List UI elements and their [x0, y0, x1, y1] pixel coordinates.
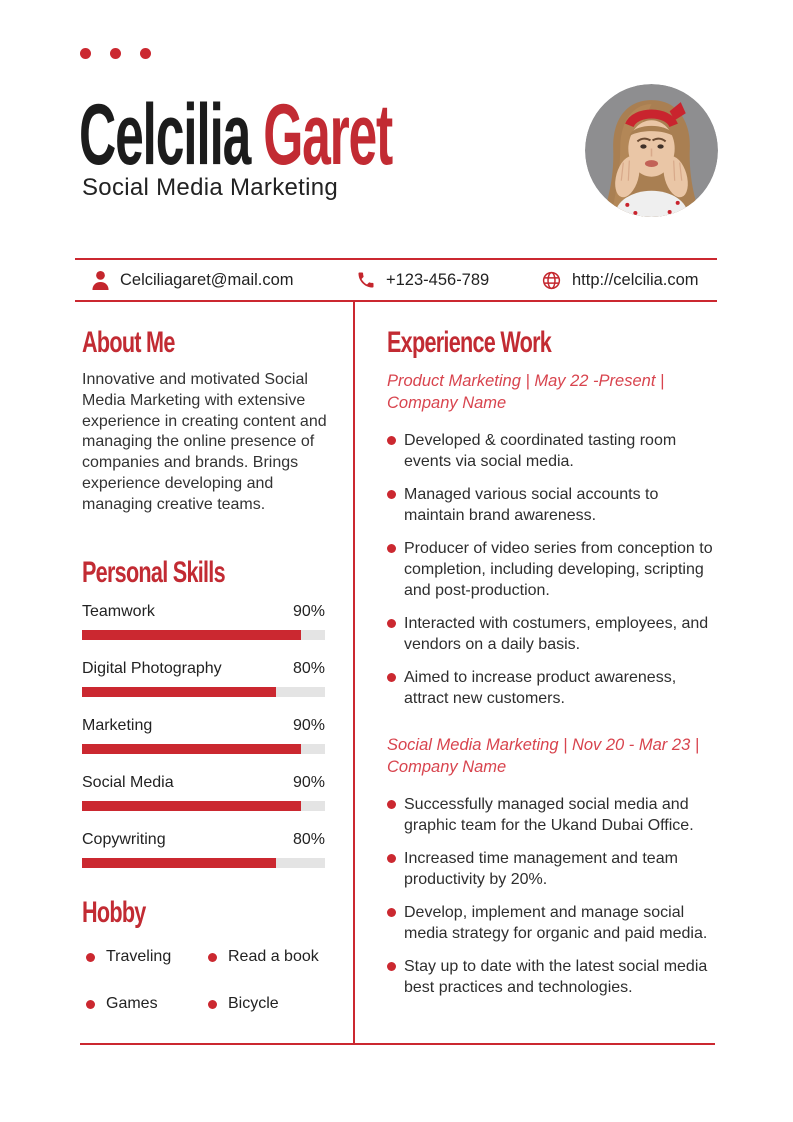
red-dot-icon [110, 48, 121, 59]
job-bullet [387, 794, 723, 836]
skills-list [82, 602, 325, 887]
job-bullet-text: Interacted with costumers, employees, and vendors on a daily basis. [404, 615, 709, 653]
bullet-dot-icon [86, 953, 95, 962]
bullet-dot-icon [387, 854, 396, 863]
job-bullet-text: Successfully managed social media and graphic team for the Ukand Dubai Office. [404, 796, 694, 834]
skill-bar-track [82, 801, 325, 811]
skill-row [82, 659, 325, 697]
contact-phone [356, 260, 489, 300]
about-text: Innovative and motivated Social Media Marketing with extensive experience in creating content and managing the online presence of companies and brands. Brings experience developing and managing creative teams. [82, 371, 327, 513]
bullet-dot-icon [86, 1000, 95, 1009]
hobby-item [208, 995, 319, 1013]
skill-label: Copywriting [82, 831, 166, 848]
skill-bar-fill [82, 687, 276, 697]
email-text: Celciliagaret@mail.com [120, 270, 294, 289]
skill-percent: 80% [292, 831, 325, 848]
skills-title: Personal Skills [82, 556, 225, 589]
skill-bar-fill [82, 630, 301, 640]
bullet-dot-icon [208, 953, 217, 962]
hobby-label: Traveling [106, 948, 172, 965]
skill-bar-track [82, 744, 325, 754]
red-dot-icon [140, 48, 151, 59]
job-bullet [387, 484, 723, 526]
bullet-dot-icon [387, 908, 396, 917]
job-block [387, 734, 723, 1010]
job-bullet-list [387, 430, 723, 709]
hobby-item [86, 948, 208, 966]
job-heading: Product Marketing | May 22 -Present | Company Name [387, 372, 665, 412]
contact-email [91, 260, 294, 300]
skill-bar-track [82, 630, 325, 640]
experience-title: Experience Work [387, 326, 552, 359]
decor-dots [80, 48, 151, 59]
skill-percent: 90% [292, 603, 325, 620]
bullet-dot-icon [387, 962, 396, 971]
person-last-name: Garet [263, 87, 393, 183]
column-divider [353, 301, 355, 1044]
hobby-title: Hobby [82, 896, 146, 929]
skill-bar-fill [82, 744, 301, 754]
job-bullet-text: Producer of video series from conception to completion, including developing, scripting and post-production. [404, 540, 713, 599]
job-bullet-list [387, 794, 723, 998]
job-bullet-text: Managed various social accounts to maintain brand awareness. [404, 486, 659, 524]
phone-text: +123-456-789 [386, 270, 490, 289]
job-bullet [387, 848, 723, 890]
hobby-label: Read a book [228, 948, 319, 965]
hobby-item [208, 948, 319, 966]
skill-percent: 90% [292, 717, 325, 734]
skill-row [82, 773, 325, 811]
skill-bar-fill [82, 801, 301, 811]
job-bullet [387, 430, 723, 472]
skill-label: Teamwork [82, 603, 155, 620]
hobby-list [86, 948, 319, 1013]
job-bullet-text: Aimed to increase product awareness, attract new customers. [404, 669, 677, 707]
job-bullet [387, 613, 723, 655]
bullet-dot-icon [387, 673, 396, 682]
hobby-label: Bicycle [228, 995, 279, 1012]
skill-label: Digital Photography [82, 660, 222, 677]
bullet-dot-icon [387, 544, 396, 553]
profile-photo [585, 84, 718, 217]
job-bullet-text: Stay up to date with the latest social media best practices and technologies. [404, 958, 708, 996]
skill-bar-track [82, 858, 325, 868]
job-bullet-text: Develop, implement and manage social media strategy for organic and paid media. [404, 904, 708, 942]
globe-icon [541, 270, 562, 291]
skill-row [82, 716, 325, 754]
contact-website [541, 260, 699, 300]
skill-bar-fill [82, 858, 276, 868]
bullet-dot-icon [387, 490, 396, 499]
person-icon [91, 270, 110, 291]
person-name [79, 87, 393, 183]
skill-bar-track [82, 687, 325, 697]
skill-row [82, 602, 325, 640]
job-bullet-text: Developed & coordinated tasting room events via social media. [404, 432, 677, 470]
website-text: http://celcilia.com [572, 270, 699, 289]
skill-percent: 80% [292, 660, 325, 677]
about-title: About Me [82, 326, 175, 359]
job-bullet [387, 538, 723, 601]
red-dot-icon [80, 48, 91, 59]
skill-row [82, 830, 325, 868]
hobby-label: Games [106, 995, 158, 1012]
contact-bar [75, 258, 717, 302]
skill-label: Social Media [82, 774, 174, 791]
job-bullet [387, 667, 723, 709]
phone-icon [356, 270, 376, 290]
skill-label: Marketing [82, 717, 153, 734]
bottom-rule [80, 1043, 715, 1045]
bullet-dot-icon [208, 1000, 217, 1009]
skill-percent: 90% [292, 774, 325, 791]
job-bullet [387, 902, 723, 944]
job-title: Social Media Marketing [82, 174, 339, 201]
woman-portrait-illustration [585, 84, 718, 217]
bullet-dot-icon [387, 436, 396, 445]
hobby-item [86, 995, 208, 1013]
bullet-dot-icon [387, 619, 396, 628]
job-block [387, 370, 723, 721]
bullet-dot-icon [387, 800, 396, 809]
job-bullet-text: Increased time management and team productivity by 20%. [404, 850, 678, 888]
job-bullet [387, 956, 723, 998]
person-first-name: Celcilia [79, 87, 264, 183]
job-heading: Social Media Marketing | Nov 20 - Mar 23 | Company Name [387, 736, 700, 776]
